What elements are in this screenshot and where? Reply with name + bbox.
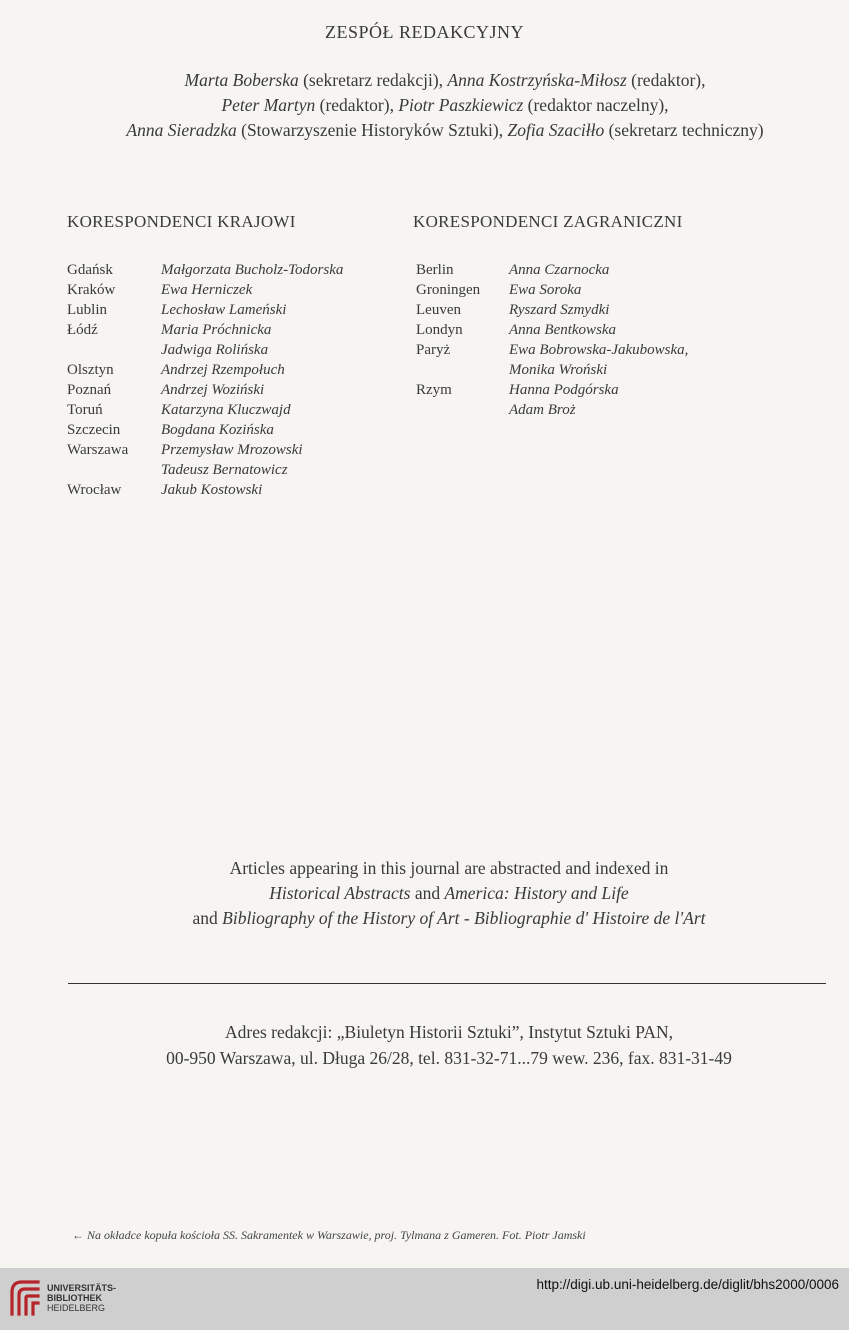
city: Olsztyn [67, 362, 114, 378]
horizontal-divider [68, 983, 826, 984]
library-name [47, 1283, 116, 1313]
city: Londyn [416, 322, 463, 338]
list-item [67, 280, 343, 300]
page-title: ZESPÓŁ REDAKCYJNY [324, 22, 524, 42]
editor-role: (redaktor), [315, 95, 399, 115]
list-item [67, 260, 343, 280]
correspondent-name: Andrzej Rzempołuch [161, 362, 285, 378]
list-item [67, 320, 343, 340]
list-item [416, 360, 688, 380]
city: Paryż [416, 342, 451, 358]
address-line-1: Adres redakcji: „Biuletyn Historii Sztuki”, Instytut Sztuki PAN, [225, 1022, 673, 1042]
city: Gdańsk [67, 262, 113, 278]
city [67, 340, 161, 360]
correspondent-name: Małgorzata Bucholz-Todorska [161, 262, 344, 278]
list-item [67, 300, 343, 320]
correspondent-name: Maria Próchnicka [161, 322, 272, 338]
correspondent-name: Anna Bentkowska [509, 322, 617, 338]
city: Lublin [67, 302, 107, 318]
correspondent-name: Ewa Herniczek [161, 282, 253, 298]
editorial-team [0, 68, 849, 143]
correspondent-name: Bogdana Kozińska [161, 422, 274, 438]
city: Wrocław [67, 482, 122, 498]
list-item [416, 280, 688, 300]
editors-line-3 [0, 118, 849, 143]
library-name-line-2: BIBLIOTHEK [47, 1293, 102, 1303]
library-logo-icon [8, 1278, 42, 1318]
list-item [67, 480, 343, 500]
editor-role: (redaktor), [626, 70, 706, 90]
index-title: Bibliography of the History of Art - Bibliographie d' Histoire de l'Art [222, 908, 706, 928]
indexing-line-2 [0, 881, 849, 906]
editor-name: Peter Martyn [221, 95, 316, 115]
city [416, 360, 509, 380]
indexing-line-1: Articles appearing in this journal are abstracted and indexed in [229, 858, 669, 878]
list-item [416, 400, 688, 420]
index-title: Historical Abstracts [269, 883, 411, 903]
editor-name: Zofia Szaciłło [507, 120, 605, 140]
city [416, 400, 509, 420]
city: Rzym [416, 382, 452, 398]
correspondent-name: Andrzej Woziński [161, 382, 265, 398]
list-item [67, 400, 343, 420]
correspondent-name: Ryszard Szmydki [509, 302, 610, 318]
city: Berlin [416, 262, 454, 278]
domestic-correspondents-list [67, 260, 343, 500]
city [67, 460, 161, 480]
city: Leuven [416, 302, 461, 318]
list-item [67, 420, 343, 440]
address-line-2: 00-950 Warszawa, ul. Długa 26/28, tel. 831-32-71...79 wew. 236, fax. 831-31-49 [166, 1048, 732, 1068]
correspondent-name: Lechosław Lameński [161, 302, 287, 318]
correspondent-name: Tadeusz Bernatowicz [161, 462, 288, 478]
list-item [416, 320, 688, 340]
list-item [67, 340, 343, 360]
conjunction: and [410, 883, 445, 903]
editor-role: (redaktor naczelny), [523, 95, 669, 115]
city: Kraków [67, 282, 116, 298]
editor-role: (sekretarz techniczny) [604, 120, 764, 140]
correspondent-name: Przemysław Mrozowski [161, 442, 303, 458]
library-name-line-1: UNIVERSITÄTS- [47, 1283, 117, 1293]
foreign-correspondents-list [416, 260, 688, 420]
correspondent-name: Monika Wroński [509, 362, 608, 378]
list-item [416, 340, 688, 360]
city: Warszawa [67, 442, 129, 458]
list-item [416, 380, 688, 400]
foreign-correspondents-heading: KORESPONDENCI ZAGRANICZNI [413, 212, 683, 231]
list-item [67, 440, 343, 460]
conjunction: and [192, 908, 223, 928]
editor-name: Piotr Paszkiewicz [398, 95, 524, 115]
library-name-line-3: HEIDELBERG [47, 1303, 106, 1313]
correspondent-name: Ewa Soroka [509, 282, 582, 298]
library-footer-bar [0, 1268, 849, 1330]
list-item [416, 260, 688, 280]
list-item [67, 460, 343, 480]
city: Łódź [67, 322, 98, 338]
correspondent-name: Jakub Kostowski [161, 482, 263, 498]
editorial-address [0, 1019, 849, 1071]
city: Szczecin [67, 422, 121, 438]
cover-caption: ← Na okładce kopuła kościoła SS. Sakramentek w Warszawie, proj. Tylmana z Gameren. Fot. Piotr Jamski [72, 1228, 586, 1242]
editor-role: (Stowarzyszenie Historyków Sztuki), [236, 120, 508, 140]
correspondent-name: Katarzyna Kluczwajd [161, 402, 291, 418]
city: Toruń [67, 402, 103, 418]
correspondent-name: Adam Broż [509, 402, 576, 418]
list-item [67, 360, 343, 380]
editor-name: Marta Boberska [184, 70, 299, 90]
indexing-note [0, 856, 849, 931]
editor-role: (sekretarz redakcji), [298, 70, 448, 90]
correspondent-name: Ewa Bobrowska-Jakubowska, [509, 342, 689, 358]
editor-name: Anna Sieradzka [126, 120, 237, 140]
editors-line-1 [0, 68, 849, 93]
list-item [67, 380, 343, 400]
permalink-url[interactable]: http://digi.ub.uni-heidelberg.de/diglit/bhs2000/0006 [536, 1277, 839, 1292]
indexing-line-3 [0, 906, 849, 931]
index-title: America: History and Life [444, 883, 629, 903]
correspondent-name: Hanna Podgórska [509, 382, 619, 398]
correspondent-name: Jadwiga Rolińska [161, 342, 269, 358]
city: Poznań [67, 382, 112, 398]
correspondent-name: Anna Czarnocka [509, 262, 610, 278]
city: Groningen [416, 282, 481, 298]
list-item [416, 300, 688, 320]
domestic-correspondents-heading: KORESPONDENCI KRAJOWI [67, 212, 296, 231]
editors-line-2 [0, 93, 849, 118]
editor-name: Anna Kostrzyńska-Miłosz [447, 70, 627, 90]
